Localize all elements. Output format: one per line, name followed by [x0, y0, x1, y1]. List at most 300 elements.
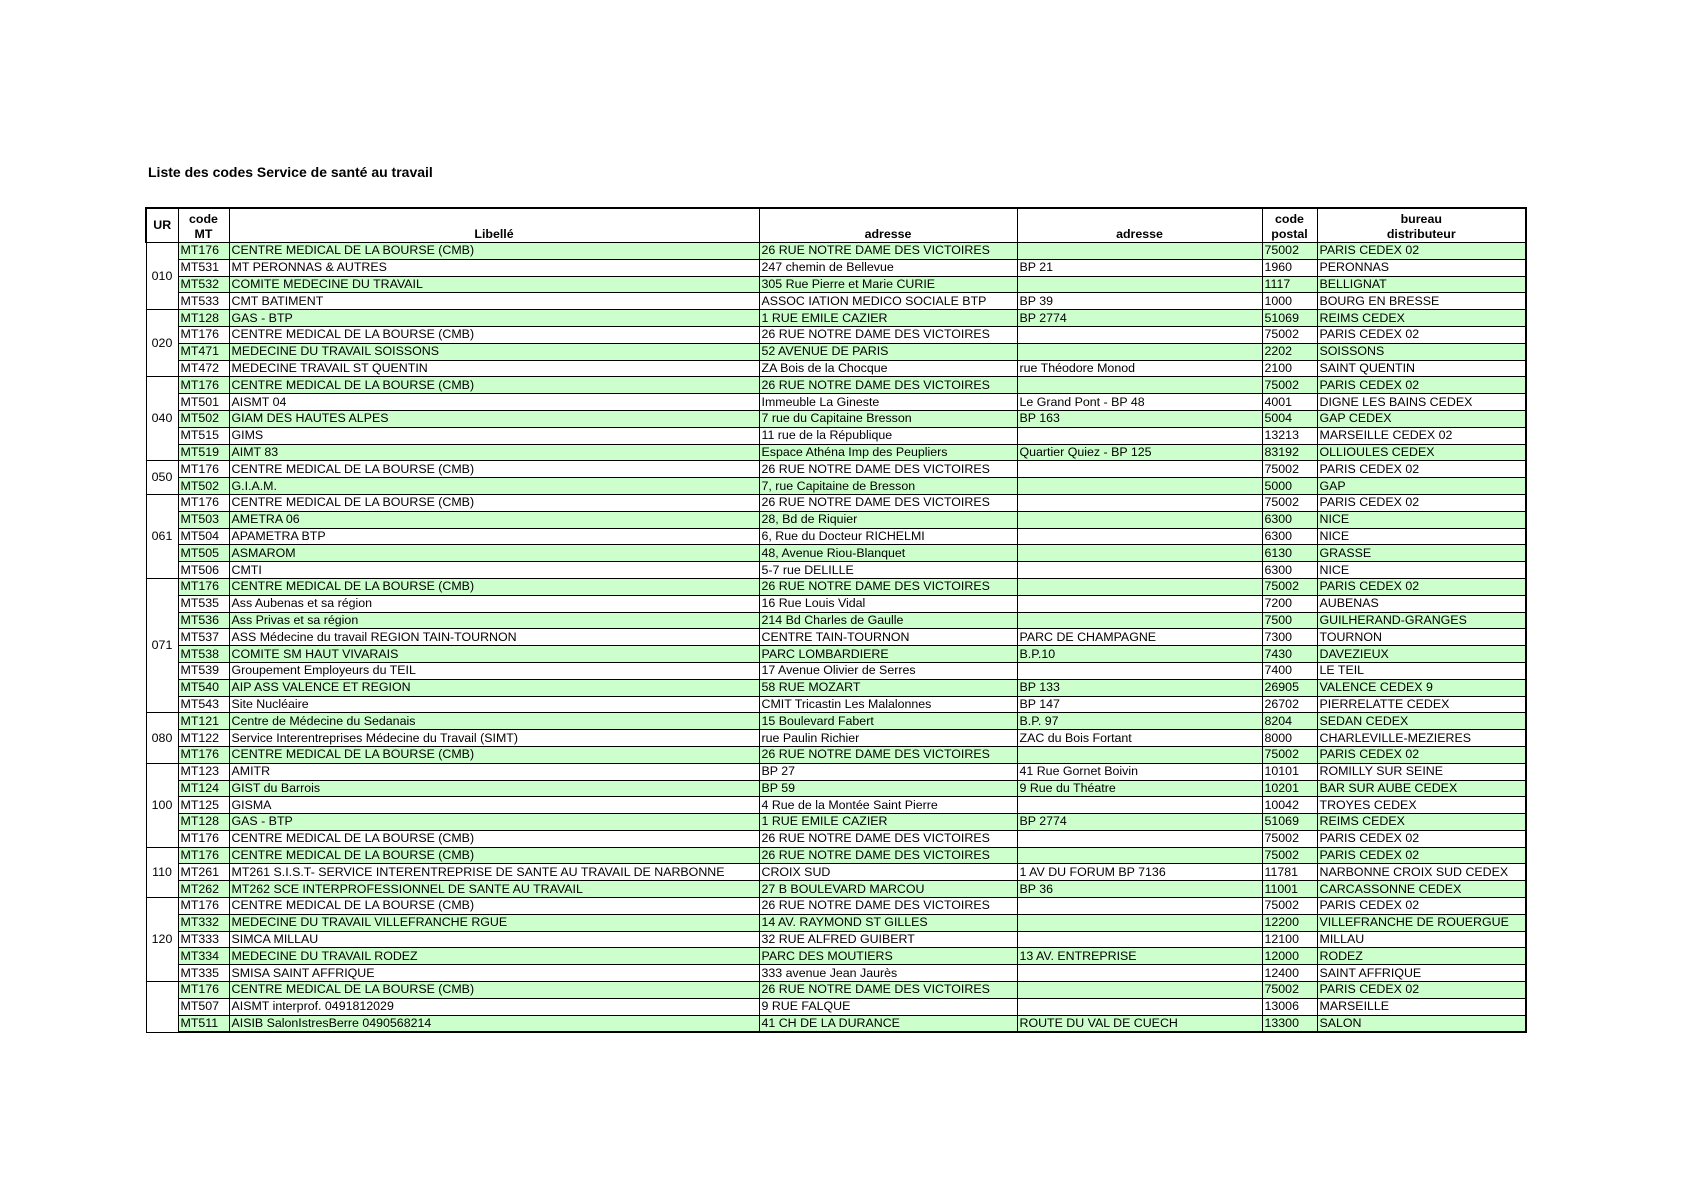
cell-code-mt: MT121	[178, 713, 229, 730]
table-row	[146, 427, 1526, 444]
cell-libelle: CENTRE MEDICAL DE LA BOURSE (CMB)	[229, 830, 759, 847]
header-ur: UR	[146, 208, 178, 243]
cell-adresse-2: BP 2774	[1017, 310, 1262, 327]
cell-bureau: NICE	[1317, 511, 1526, 528]
cell-adresse-2	[1017, 595, 1262, 612]
cell-adresse-1: CENTRE TAIN-TOURNON	[759, 629, 1017, 646]
table-row	[146, 646, 1526, 663]
cell-code-mt: MT332	[178, 914, 229, 931]
cell-libelle: CENTRE MEDICAL DE LA BOURSE (CMB)	[229, 847, 759, 864]
table-row	[146, 343, 1526, 360]
cell-adresse-1: 32 RUE ALFRED GUIBERT	[759, 931, 1017, 948]
cell-bureau: RODEZ	[1317, 948, 1526, 965]
table-row	[146, 310, 1526, 327]
table-row	[146, 293, 1526, 310]
header-libelle: Libellé	[229, 208, 759, 243]
cell-adresse-1: 247 chemin de Bellevue	[759, 259, 1017, 276]
cell-libelle: CENTRE MEDICAL DE LA BOURSE (CMB)	[229, 243, 759, 260]
table-row	[146, 562, 1526, 579]
cell-code-postal: 1960	[1262, 259, 1317, 276]
table-row	[146, 528, 1526, 545]
cell-bureau: PARIS CEDEX 02	[1317, 830, 1526, 847]
cell-adresse-1: 9 RUE FALQUE	[759, 998, 1017, 1015]
cell-code-postal: 13006	[1262, 998, 1317, 1015]
cell-adresse-2	[1017, 461, 1262, 478]
cell-bureau: PARIS CEDEX 02	[1317, 243, 1526, 260]
table-row	[146, 830, 1526, 847]
cell-bureau: SALON	[1317, 1015, 1526, 1032]
cell-adresse-1: 14 AV. RAYMOND ST GILLES	[759, 914, 1017, 931]
cell-libelle: G.I.A.M.	[229, 478, 759, 495]
cell-code-mt: MT176	[178, 847, 229, 864]
table-row	[146, 595, 1526, 612]
cell-bureau: GUILHERAND-GRANGES	[1317, 612, 1526, 629]
cell-libelle: CMTI	[229, 562, 759, 579]
table-row	[146, 965, 1526, 982]
cell-libelle: AMITR	[229, 763, 759, 780]
table-row	[146, 276, 1526, 293]
cell-code-mt: MT535	[178, 595, 229, 612]
cell-adresse-1: 1 RUE EMILE CAZIER	[759, 814, 1017, 831]
table-body	[146, 243, 1526, 1033]
cell-adresse-2: Quartier Quiez - BP 125	[1017, 444, 1262, 461]
cell-adresse-1: ZA Bois de la Chocque	[759, 360, 1017, 377]
header-bureau-line2: distributeur	[1386, 226, 1456, 241]
cell-code-mt: MT505	[178, 545, 229, 562]
cell-adresse-1: CMIT Tricastin Les Malalonnes	[759, 696, 1017, 713]
cell-libelle: CENTRE MEDICAL DE LA BOURSE (CMB)	[229, 377, 759, 394]
cell-bureau: PARIS CEDEX 02	[1317, 982, 1526, 999]
cell-libelle: GAS - BTP	[229, 814, 759, 831]
cell-code-mt: MT543	[178, 696, 229, 713]
cell-bureau: PARIS CEDEX 02	[1317, 578, 1526, 595]
cell-bureau: BELLIGNAT	[1317, 276, 1526, 293]
table-row	[146, 478, 1526, 495]
cell-adresse-2	[1017, 662, 1262, 679]
cell-adresse-2	[1017, 847, 1262, 864]
cell-libelle: AIP ASS VALENCE ET REGION	[229, 679, 759, 696]
cell-bureau: REIMS CEDEX	[1317, 814, 1526, 831]
cell-bureau: BAR SUR AUBE CEDEX	[1317, 780, 1526, 797]
cell-code-postal: 75002	[1262, 578, 1317, 595]
cell-adresse-1: 26 RUE NOTRE DAME DES VICTOIRES	[759, 578, 1017, 595]
cell-code-mt: MT333	[178, 931, 229, 948]
cell-bureau: PARIS CEDEX 02	[1317, 461, 1526, 478]
cell-libelle: GIST du Barrois	[229, 780, 759, 797]
cell-bureau: PARIS CEDEX 02	[1317, 377, 1526, 394]
cell-bureau: BOURG EN BRESSE	[1317, 293, 1526, 310]
cell-code-mt: MT537	[178, 629, 229, 646]
cell-adresse-1: 26 RUE NOTRE DAME DES VICTOIRES	[759, 326, 1017, 343]
cell-code-postal: 75002	[1262, 746, 1317, 763]
table-row	[146, 612, 1526, 629]
header-adresse-2: adresse	[1017, 208, 1262, 243]
cell-bureau: PARIS CEDEX 02	[1317, 898, 1526, 915]
table-row	[146, 746, 1526, 763]
cell-adresse-2: BP 36	[1017, 881, 1262, 898]
table-row	[146, 410, 1526, 427]
cell-libelle: AISIB SalonIstresBerre 0490568214	[229, 1015, 759, 1032]
cell-libelle: COMITE MEDECINE DU TRAVAIL	[229, 276, 759, 293]
cell-ur	[146, 982, 178, 1033]
cell-libelle: ASMAROM	[229, 545, 759, 562]
cell-libelle: SIMCA MILLAU	[229, 931, 759, 948]
cell-libelle: Site Nucléaire	[229, 696, 759, 713]
cell-bureau: SOISSONS	[1317, 343, 1526, 360]
cell-adresse-1: 17 Avenue Olivier de Serres	[759, 662, 1017, 679]
cell-adresse-2: rue Théodore Monod	[1017, 360, 1262, 377]
cell-code-postal: 75002	[1262, 830, 1317, 847]
cell-code-mt: MT123	[178, 763, 229, 780]
cell-code-postal: 75002	[1262, 494, 1317, 511]
cell-code-mt: MT176	[178, 746, 229, 763]
cell-adresse-2: Le Grand Pont - BP 48	[1017, 394, 1262, 411]
table-row	[146, 461, 1526, 478]
cell-code-postal: 83192	[1262, 444, 1317, 461]
table-row	[146, 394, 1526, 411]
cell-bureau: PARIS CEDEX 02	[1317, 494, 1526, 511]
cell-adresse-2	[1017, 528, 1262, 545]
cell-adresse-1: 6, Rue du Docteur RICHELMI	[759, 528, 1017, 545]
cell-adresse-1: 11 rue de la République	[759, 427, 1017, 444]
cell-code-mt: MT503	[178, 511, 229, 528]
cell-bureau: VILLEFRANCHE DE ROUERGUE	[1317, 914, 1526, 931]
cell-libelle: MT PERONNAS & AUTRES	[229, 259, 759, 276]
cell-code-mt: MT536	[178, 612, 229, 629]
cell-adresse-1: 26 RUE NOTRE DAME DES VICTOIRES	[759, 243, 1017, 260]
cell-ur: 080	[146, 713, 178, 763]
cell-bureau: LE TEIL	[1317, 662, 1526, 679]
cell-code-mt: MT176	[178, 377, 229, 394]
table-row	[146, 864, 1526, 881]
cell-adresse-2	[1017, 511, 1262, 528]
cell-libelle: Ass Aubenas et sa région	[229, 595, 759, 612]
cell-adresse-1: ASSOC IATION MEDICO SOCIALE BTP	[759, 293, 1017, 310]
cell-libelle: AISMT interprof. 0491812029	[229, 998, 759, 1015]
cell-libelle: MEDECINE TRAVAIL ST QUENTIN	[229, 360, 759, 377]
cell-code-postal: 11781	[1262, 864, 1317, 881]
cell-adresse-2: B.P. 97	[1017, 713, 1262, 730]
cell-code-postal: 75002	[1262, 377, 1317, 394]
cell-code-postal: 7300	[1262, 629, 1317, 646]
cell-code-postal: 8000	[1262, 730, 1317, 747]
cell-bureau: NICE	[1317, 562, 1526, 579]
cell-adresse-1: Immeuble La Gineste	[759, 394, 1017, 411]
cell-libelle: GAS - BTP	[229, 310, 759, 327]
cell-bureau: GAP	[1317, 478, 1526, 495]
cell-adresse-1: 4 Rue de la Montée Saint Pierre	[759, 797, 1017, 814]
cell-adresse-1: 26 RUE NOTRE DAME DES VICTOIRES	[759, 830, 1017, 847]
cell-code-postal: 1000	[1262, 293, 1317, 310]
cell-libelle: AMETRA 06	[229, 511, 759, 528]
cell-code-mt: MT532	[178, 276, 229, 293]
cell-adresse-1: 52 AVENUE DE PARIS	[759, 343, 1017, 360]
cell-adresse-1: CROIX SUD	[759, 864, 1017, 881]
cell-bureau: MARSEILLE	[1317, 998, 1526, 1015]
cell-adresse-1: 5-7 rue DELILLE	[759, 562, 1017, 579]
cell-adresse-1: BP 59	[759, 780, 1017, 797]
cell-adresse-2: B.P.10	[1017, 646, 1262, 663]
cell-adresse-2	[1017, 545, 1262, 562]
table-row	[146, 847, 1526, 864]
cell-code-postal: 12400	[1262, 965, 1317, 982]
cell-code-mt: MT124	[178, 780, 229, 797]
table-row	[146, 511, 1526, 528]
cell-adresse-1: 48, Avenue Riou-Blanquet	[759, 545, 1017, 562]
cell-adresse-2: BP 163	[1017, 410, 1262, 427]
cell-adresse-2	[1017, 377, 1262, 394]
cell-code-postal: 10201	[1262, 780, 1317, 797]
cell-code-mt: MT176	[178, 830, 229, 847]
cell-code-postal: 51069	[1262, 310, 1317, 327]
cell-libelle: CENTRE MEDICAL DE LA BOURSE (CMB)	[229, 578, 759, 595]
cell-code-postal: 12000	[1262, 948, 1317, 965]
cell-code-mt: MT506	[178, 562, 229, 579]
cell-ur: 100	[146, 763, 178, 847]
cell-code-postal: 7500	[1262, 612, 1317, 629]
cell-code-postal: 13300	[1262, 1015, 1317, 1032]
cell-adresse-2: BP 147	[1017, 696, 1262, 713]
header-code-mt-line1: code	[189, 212, 218, 226]
cell-adresse-2	[1017, 243, 1262, 260]
table-row	[146, 360, 1526, 377]
table-row	[146, 679, 1526, 696]
table-row	[146, 730, 1526, 747]
page-title: Liste des codes Service de santé au travail	[148, 164, 433, 180]
cell-bureau: CARCASSONNE CEDEX	[1317, 881, 1526, 898]
table-row	[146, 1015, 1526, 1032]
cell-code-mt: MT507	[178, 998, 229, 1015]
cell-adresse-2: 41 Rue Gornet Boivin	[1017, 763, 1262, 780]
cell-bureau: PERONNAS	[1317, 259, 1526, 276]
cell-adresse-1: Espace Athéna Imp des Peupliers	[759, 444, 1017, 461]
cell-adresse-2	[1017, 797, 1262, 814]
table-row	[146, 444, 1526, 461]
cell-code-postal: 6300	[1262, 528, 1317, 545]
header-bureau-distributeur	[1317, 208, 1526, 243]
cell-adresse-2: BP 21	[1017, 259, 1262, 276]
cell-code-mt: MT128	[178, 310, 229, 327]
cell-code-postal: 75002	[1262, 243, 1317, 260]
cell-adresse-1: rue Paulin Richier	[759, 730, 1017, 747]
cell-ur: 040	[146, 377, 178, 461]
cell-libelle: CENTRE MEDICAL DE LA BOURSE (CMB)	[229, 746, 759, 763]
cell-bureau: OLLIOULES CEDEX	[1317, 444, 1526, 461]
cell-ur: 120	[146, 898, 178, 982]
header-adresse-1: adresse	[759, 208, 1017, 243]
table-row	[146, 881, 1526, 898]
table-row	[146, 494, 1526, 511]
cell-ur: 071	[146, 578, 178, 712]
cell-code-mt: MT540	[178, 679, 229, 696]
cell-code-postal: 2100	[1262, 360, 1317, 377]
cell-adresse-2	[1017, 343, 1262, 360]
cell-code-mt: MT262	[178, 881, 229, 898]
cell-code-mt: MT176	[178, 898, 229, 915]
cell-bureau: GAP CEDEX	[1317, 410, 1526, 427]
cell-code-postal: 11001	[1262, 881, 1317, 898]
cell-adresse-1: 1 RUE EMILE CAZIER	[759, 310, 1017, 327]
cell-code-postal: 75002	[1262, 847, 1317, 864]
cell-code-mt: MT176	[178, 461, 229, 478]
table-row	[146, 713, 1526, 730]
cell-libelle: SMISA SAINT AFFRIQUE	[229, 965, 759, 982]
table-row	[146, 259, 1526, 276]
cell-code-postal: 26905	[1262, 679, 1317, 696]
cell-bureau: CHARLEVILLE-MEZIERES	[1317, 730, 1526, 747]
cell-libelle: CENTRE MEDICAL DE LA BOURSE (CMB)	[229, 898, 759, 915]
cell-adresse-1: PARC LOMBARDIERE	[759, 646, 1017, 663]
cell-code-postal: 7400	[1262, 662, 1317, 679]
table-row	[146, 814, 1526, 831]
table-row	[146, 545, 1526, 562]
table-row	[146, 696, 1526, 713]
cell-adresse-2	[1017, 494, 1262, 511]
table-row	[146, 914, 1526, 931]
cell-libelle: GIAM DES HAUTES ALPES	[229, 410, 759, 427]
cell-adresse-1: PARC DES MOUTIERS	[759, 948, 1017, 965]
cell-libelle: GIMS	[229, 427, 759, 444]
cell-libelle: Ass Privas et sa région	[229, 612, 759, 629]
table-row	[146, 763, 1526, 780]
cell-bureau: GRASSE	[1317, 545, 1526, 562]
cell-ur: 061	[146, 494, 178, 578]
cell-code-mt: MT519	[178, 444, 229, 461]
cell-adresse-1: 58 RUE MOZART	[759, 679, 1017, 696]
cell-libelle: CENTRE MEDICAL DE LA BOURSE (CMB)	[229, 461, 759, 478]
cell-libelle: Centre de Médecine du Sedanais	[229, 713, 759, 730]
cell-code-postal: 6130	[1262, 545, 1317, 562]
cell-code-mt: MT176	[178, 982, 229, 999]
cell-adresse-2	[1017, 478, 1262, 495]
cell-code-mt: MT502	[178, 410, 229, 427]
cell-adresse-2	[1017, 914, 1262, 931]
cell-adresse-2	[1017, 982, 1262, 999]
cell-libelle: MEDECINE DU TRAVAIL RODEZ	[229, 948, 759, 965]
cell-code-mt: MT531	[178, 259, 229, 276]
table-row	[146, 243, 1526, 260]
cell-code-postal: 75002	[1262, 326, 1317, 343]
cell-ur: 020	[146, 310, 178, 377]
cell-adresse-2	[1017, 276, 1262, 293]
cell-adresse-1: 16 Rue Louis Vidal	[759, 595, 1017, 612]
header-code-postal	[1262, 208, 1317, 243]
table-row	[146, 898, 1526, 915]
cell-libelle: Groupement Employeurs du TEIL	[229, 662, 759, 679]
cell-adresse-2: BP 2774	[1017, 814, 1262, 831]
cell-adresse-1: 41 CH DE LA DURANCE	[759, 1015, 1017, 1032]
cell-code-postal: 10042	[1262, 797, 1317, 814]
cell-libelle: Service Interentreprises Médecine du Travail (SIMT)	[229, 730, 759, 747]
header-code-mt-line2: MT	[194, 226, 213, 241]
cell-adresse-2	[1017, 830, 1262, 847]
table-row	[146, 377, 1526, 394]
cell-code-mt: MT176	[178, 578, 229, 595]
cell-adresse-2: ZAC du Bois Fortant	[1017, 730, 1262, 747]
cell-adresse-2	[1017, 965, 1262, 982]
cell-adresse-1: 7, rue Capitaine de Bresson	[759, 478, 1017, 495]
table-row	[146, 948, 1526, 965]
cell-libelle: APAMETRA BTP	[229, 528, 759, 545]
cell-adresse-1: 27 B BOULEVARD MARCOU	[759, 881, 1017, 898]
cell-code-mt: MT504	[178, 528, 229, 545]
cell-bureau: VALENCE CEDEX 9	[1317, 679, 1526, 696]
cell-bureau: NARBONNE CROIX SUD CEDEX	[1317, 864, 1526, 881]
cell-ur: 110	[146, 847, 178, 897]
cell-libelle: AIMT 83	[229, 444, 759, 461]
cell-code-postal: 6300	[1262, 511, 1317, 528]
cell-adresse-2: ROUTE DU VAL DE CUECH	[1017, 1015, 1262, 1032]
cell-adresse-1: 26 RUE NOTRE DAME DES VICTOIRES	[759, 746, 1017, 763]
cell-adresse-2	[1017, 562, 1262, 579]
cell-libelle: CENTRE MEDICAL DE LA BOURSE (CMB)	[229, 494, 759, 511]
codes-table	[145, 207, 1527, 1033]
cell-adresse-2	[1017, 998, 1262, 1015]
cell-adresse-2: BP 39	[1017, 293, 1262, 310]
cell-bureau: SAINT QUENTIN	[1317, 360, 1526, 377]
header-code-mt	[178, 208, 229, 243]
cell-bureau: DIGNE LES BAINS CEDEX	[1317, 394, 1526, 411]
cell-bureau: PARIS CEDEX 02	[1317, 847, 1526, 864]
cell-adresse-1: 26 RUE NOTRE DAME DES VICTOIRES	[759, 494, 1017, 511]
header-code-postal-line2: postal	[1271, 226, 1308, 241]
cell-bureau: PIERRELATTE CEDEX	[1317, 696, 1526, 713]
cell-adresse-1: 28, Bd de Riquier	[759, 511, 1017, 528]
cell-adresse-1: 7 rue du Capitaine Bresson	[759, 410, 1017, 427]
cell-code-postal: 75002	[1262, 982, 1317, 999]
cell-bureau: PARIS CEDEX 02	[1317, 746, 1526, 763]
cell-libelle: ASS Médecine du travail REGION TAIN-TOURNON	[229, 629, 759, 646]
cell-bureau: PARIS CEDEX 02	[1317, 326, 1526, 343]
cell-bureau: ROMILLY SUR SEINE	[1317, 763, 1526, 780]
cell-ur: 010	[146, 243, 178, 310]
cell-code-postal: 75002	[1262, 898, 1317, 915]
cell-libelle: CMT BATIMENT	[229, 293, 759, 310]
table-row	[146, 797, 1526, 814]
cell-code-mt: MT511	[178, 1015, 229, 1032]
cell-ur: 050	[146, 461, 178, 495]
cell-code-mt: MT472	[178, 360, 229, 377]
cell-code-mt: MT502	[178, 478, 229, 495]
cell-code-mt: MT334	[178, 948, 229, 965]
cell-adresse-2	[1017, 898, 1262, 915]
cell-adresse-1: 15 Boulevard Fabert	[759, 713, 1017, 730]
cell-libelle: CENTRE MEDICAL DE LA BOURSE (CMB)	[229, 326, 759, 343]
cell-adresse-2	[1017, 427, 1262, 444]
cell-adresse-1: 26 RUE NOTRE DAME DES VICTOIRES	[759, 461, 1017, 478]
cell-adresse-2: 9 Rue du Théatre	[1017, 780, 1262, 797]
cell-code-mt: MT128	[178, 814, 229, 831]
cell-libelle: AISMT 04	[229, 394, 759, 411]
cell-libelle: GISMA	[229, 797, 759, 814]
header-code-postal-line1: code	[1275, 212, 1304, 226]
cell-bureau: AUBENAS	[1317, 595, 1526, 612]
cell-bureau: REIMS CEDEX	[1317, 310, 1526, 327]
cell-code-postal: 7200	[1262, 595, 1317, 612]
table-row	[146, 326, 1526, 343]
cell-code-postal: 2202	[1262, 343, 1317, 360]
cell-bureau: SAINT AFFRIQUE	[1317, 965, 1526, 982]
cell-code-postal: 6300	[1262, 562, 1317, 579]
cell-adresse-2: 13 AV. ENTREPRISE	[1017, 948, 1262, 965]
cell-code-postal: 12100	[1262, 931, 1317, 948]
cell-code-mt: MT538	[178, 646, 229, 663]
cell-adresse-2: BP 133	[1017, 679, 1262, 696]
table-row	[146, 982, 1526, 999]
cell-libelle: MEDECINE DU TRAVAIL VILLEFRANCHE RGUE	[229, 914, 759, 931]
header-bureau-line1: bureau	[1400, 212, 1442, 226]
cell-bureau: SEDAN CEDEX	[1317, 713, 1526, 730]
